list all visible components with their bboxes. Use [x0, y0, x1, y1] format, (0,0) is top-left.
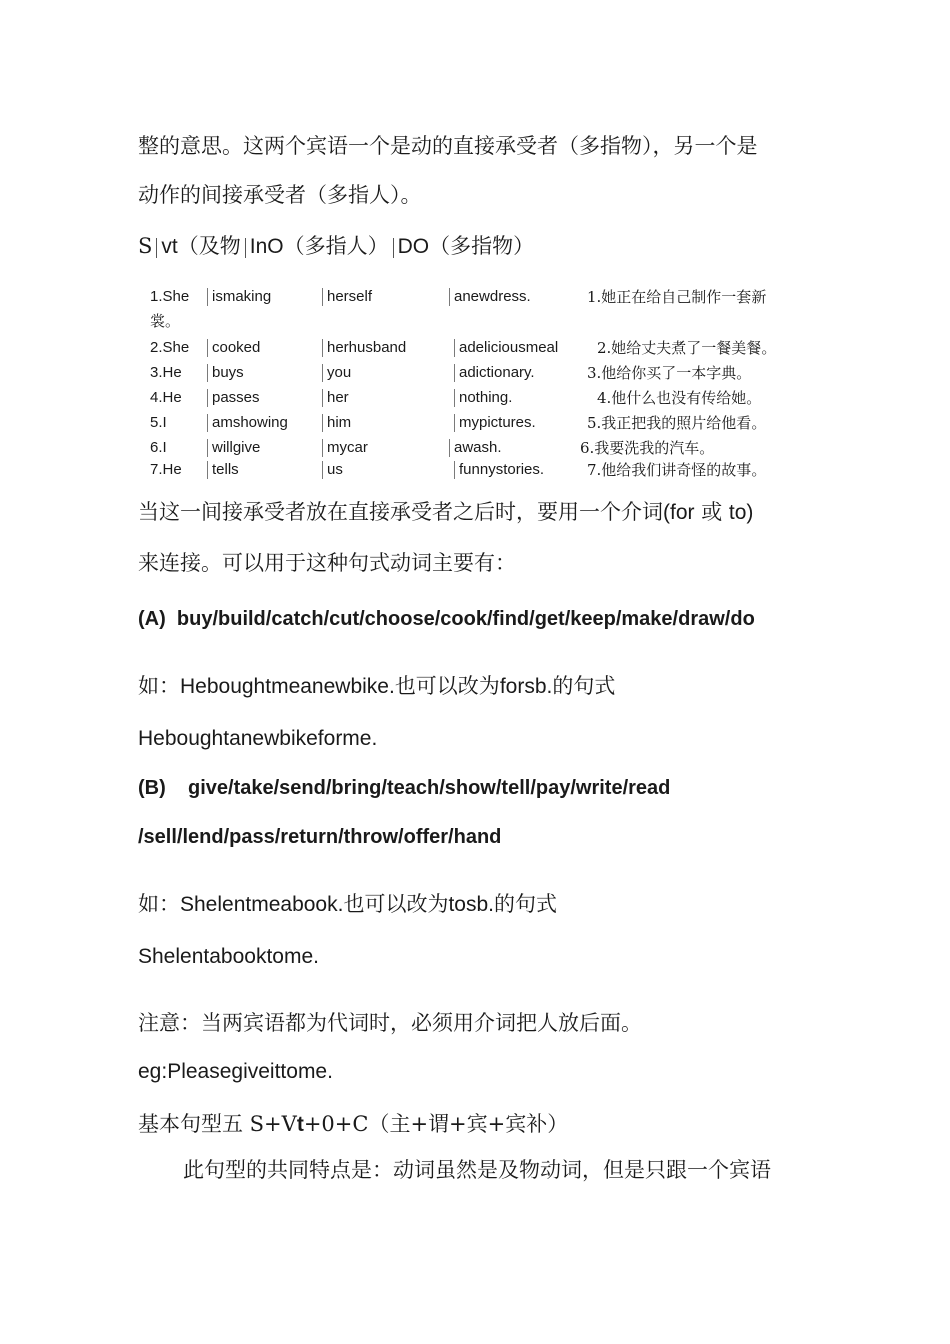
verb-group-b-continued: /sell/lend/pass/return/throw/offer/hand [138, 826, 502, 848]
example-translation: 5.我正把我的照片给他看。 [587, 414, 767, 432]
example-translation: 6.我要洗我的汽车。 [580, 439, 715, 457]
paragraph-line: 此句型的共同特点是：动词虽然是及物动词，但是只跟一个宾语 [183, 1158, 771, 1182]
example-subject: 2.She [150, 339, 190, 356]
group-verbs: buy/build/catch/cut/choose/cook/find/get/keep/make/draw/do [176, 608, 755, 630]
example-direct-object: adeliciousmeal [454, 339, 558, 357]
example-subject: 1.She [150, 288, 190, 305]
example-verb: cooked [207, 339, 260, 357]
example-subject: 3.He [150, 364, 182, 381]
example-sentence: 如：Heboughtmeanewbike.也可以改为forsb.的句式 [138, 674, 616, 698]
group-label: (B) [138, 777, 166, 799]
example-indirect-object: her [322, 389, 349, 407]
example-row [150, 437, 830, 459]
sentence-pattern-title: 基本句型五 S+Vt+0+C（主+谓+宾+宾补） [138, 1112, 569, 1136]
pattern-direct-object: DO（多指物） [397, 235, 535, 258]
example-direct-object: funnystories. [454, 461, 544, 479]
group-label: (A) [138, 608, 166, 630]
note-example: eg:Pleasegiveittome. [138, 1060, 333, 1083]
example-indirect-object: us [322, 461, 343, 479]
group-verbs: give/take/send/bring/teach/show/tell/pay/write/read [188, 777, 671, 799]
example-translation-wrap: 裳。 [150, 312, 181, 330]
example-direct-object: mypictures. [454, 414, 536, 432]
sentence-pattern-formula [138, 232, 534, 261]
example-row [150, 362, 830, 384]
pattern-indirect-object: InO（多指人） [249, 235, 389, 258]
example-direct-object: nothing. [454, 389, 512, 407]
example-sentence: 如：Shelentmeabook.也可以改为tosb.的句式 [138, 892, 557, 916]
example-indirect-object: mycar [322, 439, 368, 457]
example-indirect-object: herhusband [322, 339, 406, 357]
example-indirect-object: herself [322, 288, 372, 306]
example-verb: buys [207, 364, 244, 382]
example-verb: ismaking [207, 288, 271, 306]
example-indirect-object: you [322, 364, 351, 382]
example-direct-object: anewdress. [449, 288, 531, 306]
example-translation: 2.她给丈夫煮了一餐美餐。 [597, 339, 777, 357]
paragraph-line: 来连接。可以用于这种句式动词主要有： [138, 551, 516, 575]
pattern-verb: vt（及物 [161, 235, 241, 258]
example-subject: 4.He [150, 389, 182, 406]
example-verb: tells [207, 461, 239, 479]
example-direct-object: awash. [449, 439, 502, 457]
example-verb: passes [207, 389, 260, 407]
example-row [150, 387, 830, 409]
paragraph-line: 动作的间接承受者（多指人）。 [138, 183, 422, 207]
example-verb: amshowing [207, 414, 288, 432]
verb-group-a [138, 605, 755, 633]
paragraph-line: 整的意思。这两个宾语一个是动的直接承受者（多指物），另一个是 [138, 134, 758, 158]
converted-sentence: Heboughtanewbikeforme. [138, 727, 378, 750]
example-translation: 4.他什么也没有传给她。 [597, 389, 762, 407]
example-translation: 7.他给我们讲奇怪的故事。 [587, 461, 767, 479]
example-row [150, 286, 830, 308]
example-row [150, 337, 830, 359]
example-translation: 3.他给你买了一本字典。 [587, 364, 752, 382]
example-translation: 1.她正在给自己制作一套新 [587, 288, 767, 306]
pattern-subject: S [138, 234, 153, 258]
example-subject: 5.I [150, 414, 167, 431]
converted-sentence: Shelentabooktome. [138, 945, 319, 968]
separator [156, 238, 157, 258]
example-direct-object: adictionary. [454, 364, 535, 382]
paragraph-line: 当这一间接承受者放在直接承受者之后时，要用一个介词(for 或 to) [138, 500, 754, 524]
verb-group-b [138, 774, 670, 802]
separator [393, 238, 394, 258]
separator [245, 238, 246, 258]
example-subject: 7.He [150, 461, 182, 478]
example-row [150, 459, 830, 481]
example-indirect-object: him [322, 414, 351, 432]
note-text: 注意：当两宾语都为代词时，必须用介词把人放后面。 [138, 1011, 642, 1035]
example-subject: 6.I [150, 439, 167, 456]
example-verb: willgive [207, 439, 260, 457]
example-row [150, 412, 830, 434]
